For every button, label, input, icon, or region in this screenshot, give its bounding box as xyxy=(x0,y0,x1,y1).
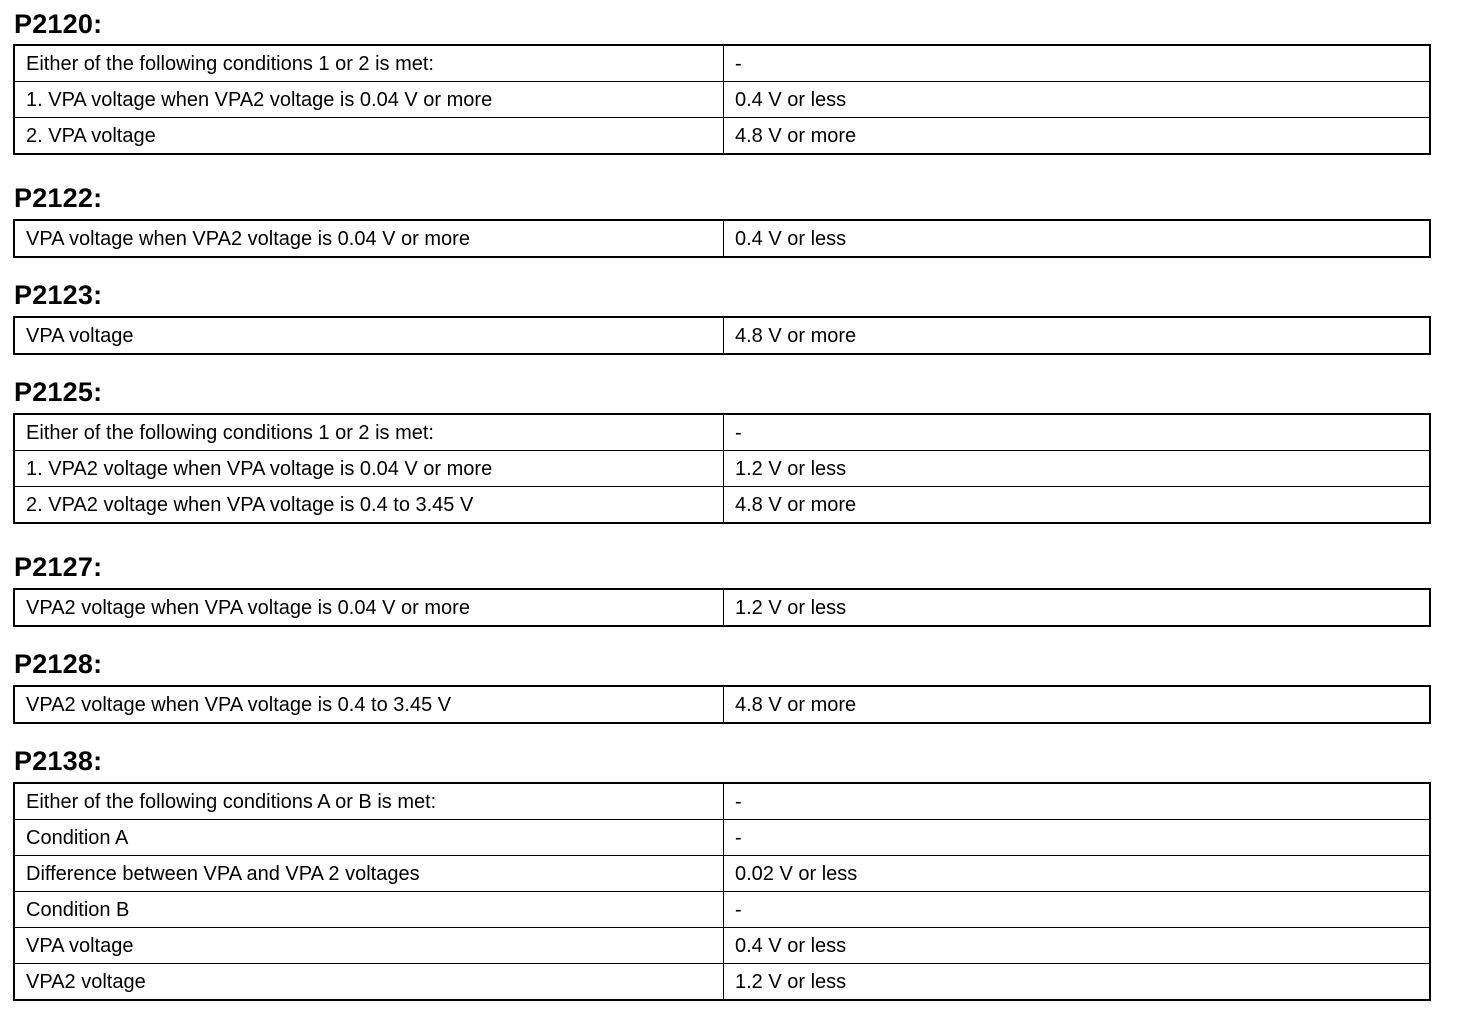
table-row xyxy=(14,928,1430,964)
threshold-cell: 0.4 V or less xyxy=(724,82,1431,118)
table-row xyxy=(14,589,1430,626)
section-title-p2120: P2120: xyxy=(14,9,103,39)
condition-cell: VPA2 voltage when VPA voltage is 0.04 V or more xyxy=(14,589,724,626)
threshold-cell: 1.2 V or less xyxy=(724,589,1431,626)
threshold-cell: 4.8 V or more xyxy=(724,317,1431,354)
condition-cell: VPA2 voltage when VPA voltage is 0.4 to 3.45 V xyxy=(14,686,724,723)
table-row xyxy=(14,414,1430,451)
condition-cell: Difference between VPA and VPA 2 voltages xyxy=(14,856,724,892)
threshold-cell: 1.2 V or less xyxy=(724,964,1431,1001)
section-title-p2123: P2123: xyxy=(14,280,103,310)
section-title-p2122: P2122: xyxy=(14,183,103,213)
section-title-p2138: P2138: xyxy=(14,746,103,776)
conditions-table-p2120 xyxy=(13,44,1431,155)
conditions-table-p2122 xyxy=(13,219,1431,258)
threshold-cell: 0.4 V or less xyxy=(724,220,1431,257)
conditions-table-p2125 xyxy=(13,413,1431,524)
condition-cell: VPA voltage xyxy=(14,317,724,354)
condition-cell: Either of the following conditions A or B is met: xyxy=(14,783,724,820)
threshold-cell: 0.02 V or less xyxy=(724,856,1431,892)
section-title-p2127: P2127: xyxy=(14,552,103,582)
condition-cell: VPA voltage when VPA2 voltage is 0.04 V or more xyxy=(14,220,724,257)
condition-cell: VPA voltage xyxy=(14,928,724,964)
table-row xyxy=(14,220,1430,257)
condition-cell: Condition B xyxy=(14,892,724,928)
threshold-cell: - xyxy=(724,45,1431,82)
threshold-cell: - xyxy=(724,783,1431,820)
table-row xyxy=(14,82,1430,118)
condition-cell: 1. VPA2 voltage when VPA voltage is 0.04 V or more xyxy=(14,451,724,487)
threshold-cell: - xyxy=(724,820,1431,856)
table-row xyxy=(14,892,1430,928)
threshold-cell: 4.8 V or more xyxy=(724,686,1431,723)
table-row xyxy=(14,783,1430,820)
table-row xyxy=(14,686,1430,723)
conditions-table-p2128 xyxy=(13,685,1431,724)
section-title-p2125: P2125: xyxy=(14,377,103,407)
table-row xyxy=(14,820,1430,856)
threshold-cell: - xyxy=(724,414,1431,451)
table-row xyxy=(14,317,1430,354)
condition-cell: Condition A xyxy=(14,820,724,856)
threshold-cell: 0.4 V or less xyxy=(724,928,1431,964)
threshold-cell: 4.8 V or more xyxy=(724,118,1431,155)
condition-cell: 2. VPA voltage xyxy=(14,118,724,155)
table-row xyxy=(14,964,1430,1001)
condition-cell: VPA2 voltage xyxy=(14,964,724,1001)
table-row xyxy=(14,451,1430,487)
table-row xyxy=(14,856,1430,892)
conditions-table-p2127 xyxy=(13,588,1431,627)
table-row xyxy=(14,487,1430,524)
threshold-cell: 4.8 V or more xyxy=(724,487,1431,524)
conditions-table-p2123 xyxy=(13,316,1431,355)
condition-cell: Either of the following conditions 1 or 2 is met: xyxy=(14,414,724,451)
condition-cell: 1. VPA voltage when VPA2 voltage is 0.04 V or more xyxy=(14,82,724,118)
threshold-cell: 1.2 V or less xyxy=(724,451,1431,487)
threshold-cell: - xyxy=(724,892,1431,928)
table-row xyxy=(14,118,1430,155)
section-title-p2128: P2128: xyxy=(14,649,103,679)
table-row xyxy=(14,45,1430,82)
condition-cell: Either of the following conditions 1 or 2 is met: xyxy=(14,45,724,82)
conditions-table-p2138 xyxy=(13,782,1431,1001)
condition-cell: 2. VPA2 voltage when VPA voltage is 0.4 to 3.45 V xyxy=(14,487,724,524)
